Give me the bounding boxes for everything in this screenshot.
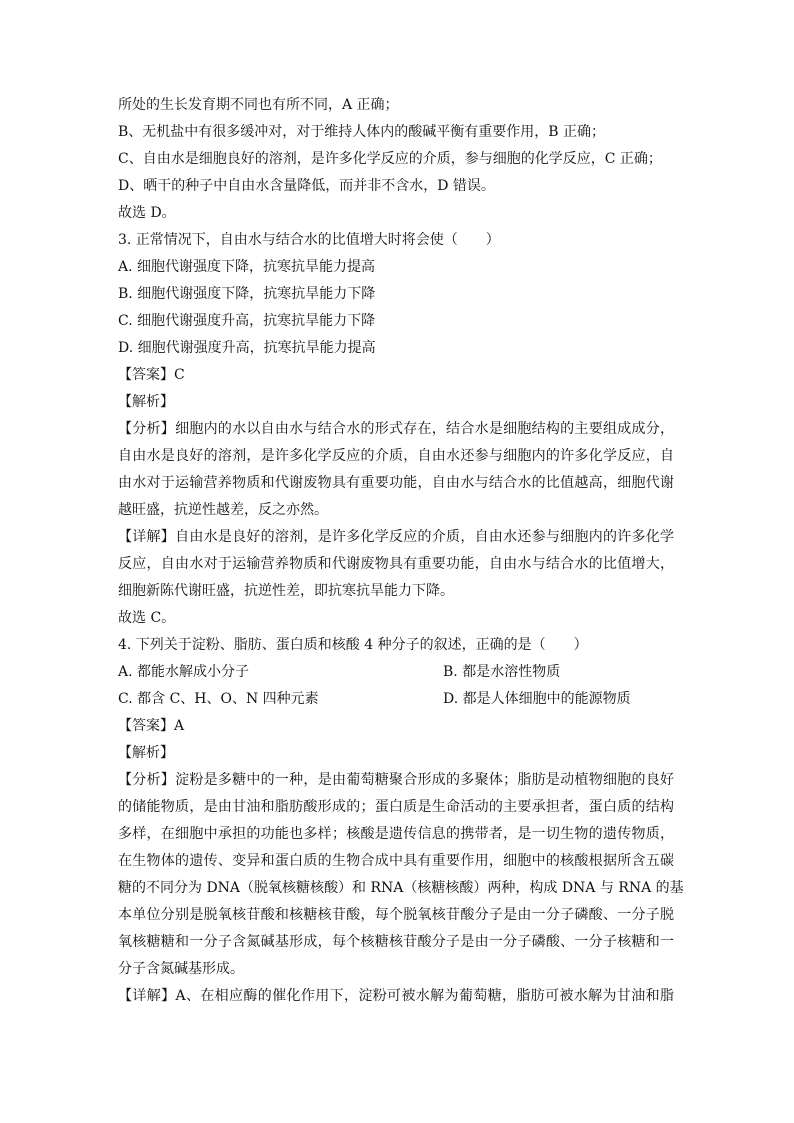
answer-tag: 【答案】 (118, 718, 174, 734)
conclusion-line: 故选 D。 (118, 205, 176, 221)
question-3-option-b: B. 细胞代谢强度下降，抗寒抗旱能力下降 (118, 286, 376, 302)
question-3-stem: 3. 正常情况下，自由水与结合水的比值增大时将会使（ ） (118, 232, 500, 248)
question-3-xiangjie-line: 细胞新陈代谢旺盛，抗逆性差，即抗寒抗旱能力下降。 (118, 583, 454, 599)
question-3-option-a: A. 细胞代谢强度下降，抗寒抗旱能力提高 (118, 259, 376, 275)
question-3-option-c: C. 细胞代谢强度升高，抗寒抗旱能力下降 (118, 313, 376, 329)
question-3-option-d: D. 细胞代谢强度升高，抗寒抗旱能力提高 (118, 340, 376, 356)
question-4-fenxi-line: 本单位分别是脱氧核苷酸和核糖核苷酸，每个脱氧核苷酸分子是由一分子磷酸、一分子脱 (118, 907, 674, 923)
fenxi-text: 细胞内的水以自由水与结合水的形式存在，结合水是细胞结构的主要组成成分， (175, 421, 675, 437)
xiangjie-tag: 【详解】 (118, 529, 176, 545)
document-content (118, 92, 684, 1010)
question-4-option-d: D. 都是人体细胞中的能源物质 (443, 691, 631, 707)
question-4-analysis-tag: 【解析】 (118, 745, 174, 761)
answer-tag: 【答案】 (118, 367, 174, 383)
xiangjie-text: 自由水是良好的溶剂，是许多化学反应的介质，自由水还参与细胞内的许多化学 (175, 529, 675, 545)
xiangjie-text: A、在相应酶的催化作用下，淀粉可被水解为葡萄糖，脂肪可被水解为甘油和脂 (175, 988, 675, 1004)
answer-value: C (174, 367, 185, 383)
text-line: D、晒干的种子中自由水含量降低，而并非不含水，D 错误。 (118, 178, 495, 194)
text-line: 所处的生长发育期不同也有所不同，A 正确； (118, 97, 399, 113)
text-line: C、自由水是细胞良好的溶剂，是许多化学反应的介质，参与细胞的化学反应，C 正确； (118, 151, 662, 167)
question-3-fenxi-line (118, 416, 674, 443)
question-3-conclusion: 故选 C。 (118, 610, 176, 626)
text-line: B、无机盐中有很多缓冲对，对于维持人体内的酸碱平衡有重要作用，B 正确； (118, 124, 606, 140)
question-4-fenxi-line (118, 767, 674, 794)
question-3-fenxi-line: 自由水是良好的溶剂，是许多化学反应的介质，自由水还参与细胞内的许多化学反应，自 (118, 448, 674, 464)
question-3-analysis-tag: 【解析】 (118, 394, 174, 410)
question-4-answer (118, 713, 674, 740)
question-4-options-row-2 (118, 686, 674, 713)
xiangjie-tag: 【详解】 (118, 988, 176, 1004)
question-3-xiangjie-line (118, 524, 674, 551)
question-4-fenxi-line: 糖的不同分为 DNA（脱氧核糖核酸）和 RNA（核糖核酸）两种，构成 DNA 与 RNA 的基 (118, 880, 684, 896)
question-4-option-a: A. 都能水解成小分子 (118, 664, 250, 680)
question-4-fenxi-line: 的储能物质，是由甘油和脂肪酸形成的；蛋白质是生命活动的主要承担者，蛋白质的结构 (118, 799, 674, 815)
question-3-fenxi-line: 由水对于运输营养物质和代谢废物具有重要功能，自由水与结合水的比值越高，细胞代谢 (118, 475, 674, 491)
question-4-options-row-1 (118, 659, 674, 686)
question-4-fenxi-line: 分子含氮碱基形成。 (118, 961, 244, 977)
answer-value: A (174, 718, 185, 734)
question-4-option-b: B. 都是水溶性物质 (443, 664, 561, 680)
question-3-fenxi-line: 越旺盛，抗逆性越差，反之亦然。 (118, 502, 328, 518)
fenxi-text: 淀粉是多糖中的一种，是由葡萄糖聚合形成的多聚体；脂肪是动植物细胞的良好 (175, 772, 675, 788)
question-4-fenxi-line: 氧核糖糖和一分子含氮碱基形成，每个核糖核苷酸分子是由一分子磷酸、一分子核糖和一 (118, 934, 674, 950)
question-4-stem: 4. 下列关于淀粉、脂肪、蛋白质和核酸 4 种分子的叙述，正确的是（ ） (118, 637, 588, 653)
question-4-fenxi-line: 多样，在细胞中承担的功能也多样；核酸是遗传信息的携带者，是一切生物的遗传物质， (118, 826, 674, 842)
question-4-option-c: C. 都含 C、H、O、N 四种元素 (118, 691, 319, 707)
question-3-xiangjie-line: 反应，自由水对于运输营养物质和代谢废物具有重要功能，自由水与结合水的比值增大， (118, 556, 674, 572)
fenxi-tag: 【分析】 (118, 421, 176, 437)
question-4-xiangjie-line (118, 983, 674, 1010)
fenxi-tag: 【分析】 (118, 772, 176, 788)
question-3-answer (118, 362, 674, 389)
question-4-fenxi-line: 在生物体的遗传、变异和蛋白质的生物合成中具有重要作用，细胞中的核酸根据所含五碳 (118, 853, 674, 869)
